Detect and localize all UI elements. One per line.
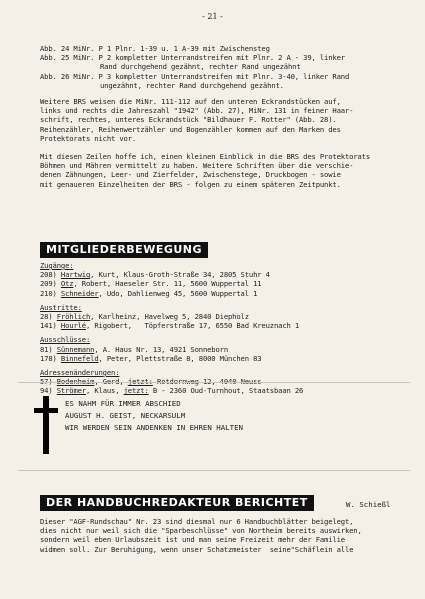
member-entry: 94) Strömer, Klaus, jetzt: B - 2360 Oud-Turnhout, Staatsbaan 26: [40, 386, 304, 396]
text-line: Protektorats nicht vor.: [40, 133, 137, 143]
text-line: denen Zähnungen, Leer- und Zierfelder, Zwischenstege, Druckbogen - sowie: [40, 170, 341, 180]
obituary-line: AUGUST H. GEIST, NECKARSULM: [65, 411, 186, 420]
caption-line: Abb. 25 MiNr. P 2 kompletter Unterrandstreifen mit Plnr. 2 A - 39, linker: [40, 53, 345, 63]
austritte-label: Austritte:: [40, 302, 82, 312]
adressen-label: Adressenänderungen:: [40, 368, 120, 378]
section-title-membership: MITGLIEDERBEWEGUNG: [40, 242, 208, 258]
text-line: schrift, rechtes, unteres Eckrandstück "Bildhauer F. Rotter" (Abb. 28).: [40, 115, 337, 125]
text-line: Weitere BRS weisen die MiNr. 111-112 auf den unteren Eckrandstücken auf,: [40, 97, 341, 106]
text-line: mit genaueren Einzelheiten der BRS - folgen zu einem späteren Zeitpunkt.: [40, 179, 341, 189]
member-entry: 141) Hourlé, Rigobert, Töpferstraße 17, 6550 Bad Kreuznach 1: [40, 321, 300, 331]
cross-icon: [43, 396, 49, 454]
member-entry: 28) Fröhlich, Karlheinz, Havelweg 5, 2840 Diepholz: [40, 312, 249, 322]
text-line: Mit diesen Zeilen hoffe ich, einen kleinen Einblick in die BRS des Protektorats: [40, 152, 371, 161]
caption-line: Rand durchgehend gezähnt, rechter Rand ungezähnt: [100, 62, 301, 72]
text-line: Böhmen und Mähren vermittelt zu haben. Weitere Schriften über die verschie-: [40, 161, 354, 171]
obituary-line: WIR WERDEN SEIN ANDENKEN IN EHREN HALTEN: [65, 423, 243, 432]
page-number: - 21 -: [202, 12, 223, 21]
text-line: Dieser "AGF-Rundschau" Nr. 23 sind diesmal nur 6 Handbuchblätter beigelegt,: [40, 517, 354, 526]
zugaenge-label: Zugänge:: [40, 261, 74, 270]
divider: [18, 382, 410, 383]
obituary-line: ES NAHM FÜR IMMER ABSCHIED: [65, 399, 181, 408]
caption-line: Abb. 24 MiNr. P 1 Plnr. 1-39 u. 1 A-39 mit Zwischensteg: [40, 44, 270, 53]
cross-icon-bar: [34, 408, 58, 413]
obituary-notice: [65, 398, 385, 434]
member-entry: 210) Schneider, Udo, Dahlienweg 45, 5600 Wuppertal 1: [40, 288, 258, 298]
paragraph-brs: [40, 97, 390, 143]
caption-line: ungezähnt, rechter Rand durchgehend gezähnt.: [100, 80, 284, 90]
author-name: W. Schießl: [346, 500, 391, 509]
member-entry: 208) Hartwig, Kurt, Klaus-Groth-Straße 34, 2805 Stuhr 4: [40, 270, 270, 280]
member-entry: 209) Otz, Robert, Haeseler Str. 11, 5600 Wuppertal 11: [40, 279, 262, 289]
text-line: sondern weil eben Urlaubszeit ist und man seine Freizeit mehr der Familie: [40, 535, 345, 545]
divider: [18, 470, 410, 471]
member-entry: 178) Binnefeld, Peter, Plettstraße 8, 8000 München 83: [40, 353, 262, 363]
figure-captions: [40, 44, 390, 90]
paragraph-handbook: [40, 517, 390, 554]
text-line: dies nicht nur weil sich die "Sparbeschlüsse" von Northeim bereits auswirken,: [40, 526, 362, 536]
section-title-handbook: DER HANDBUCHREDAKTEUR BERICHTET: [40, 495, 314, 511]
caption-line: Abb. 26 MiNr. P 3 kompletter Unterrandstreifen mit Plnr. 3-40, linker Rand: [40, 71, 350, 81]
text-line: widmen soll. Zur Beruhigung, wenn unser Schatzmeister seine"Schäflein alle: [40, 544, 354, 554]
membership-list: [40, 261, 390, 396]
text-line: Reihenzähler, Reihenwertzähler und Bogenzähler kommen auf den Marken des: [40, 124, 341, 134]
paragraph-conclusion: [40, 152, 390, 189]
ausschluesse-label: Ausschlüsse:: [40, 335, 91, 345]
text-line: links und rechts die Jahreszahl "1942" (Abb. 27), MiNr. 131 in feiner Haar-: [40, 106, 354, 116]
member-entry: 81) Sünnemann, A. Haus Nr. 13, 4921 Sonneborn: [40, 344, 229, 354]
